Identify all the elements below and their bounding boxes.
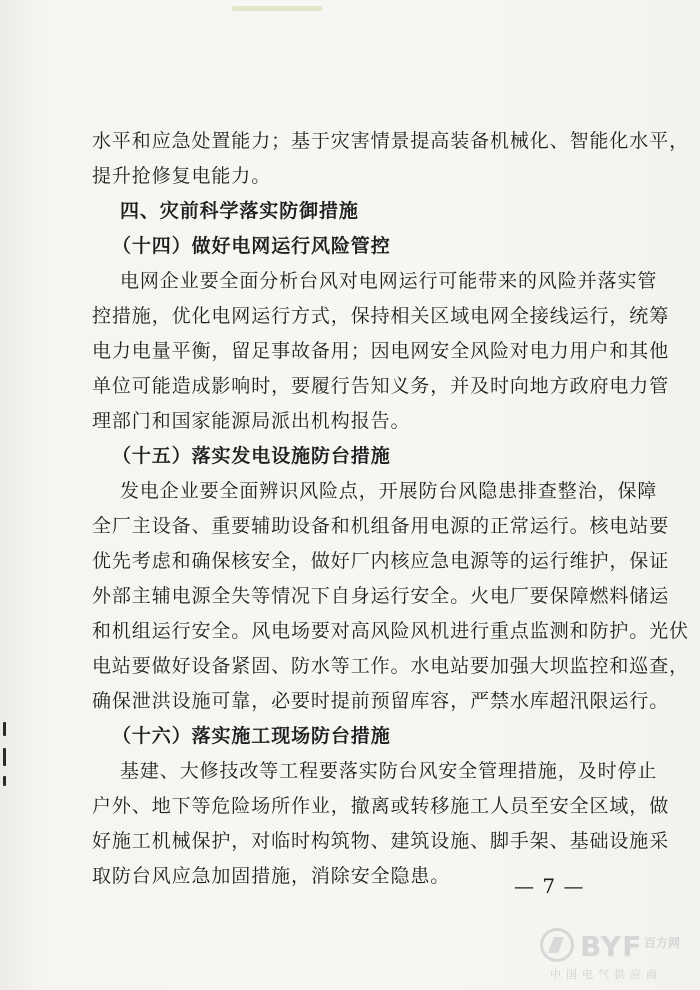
text-line: 确保泄洪设施可靠，必要时提前预留库容，严禁水库超汛限运行。 xyxy=(92,690,670,712)
text-line: 取防台风应急加固措施，消除安全隐患。 xyxy=(92,865,451,887)
logo-slogan: 中国电气供应商 xyxy=(550,968,662,981)
text-line: 电力电量平衡，留足事故备用；因电网安全风险对电力用户和其他 xyxy=(92,340,670,362)
binding-mark xyxy=(3,722,6,736)
text-line: 和机组运行安全。风电场要对高风险风机进行重点监测和防护。光伏 xyxy=(92,620,690,642)
text-line: 优先考虑和确保核安全，做好厂内核应急电源等的运行维护，保证 xyxy=(92,550,670,572)
text-line: 基建、大修技改等工程要落实防台风安全管理措施，及时停止 xyxy=(120,760,658,782)
text-line: 控措施，优化电网运行方式，保持相关区域电网全接线运行，统筹 xyxy=(92,305,670,327)
text-line: 外部主辅电源全失等情况下自身运行安全。火电厂要保障燃料储运 xyxy=(92,585,670,607)
text-line: 全厂主设备、重要辅助设备和机组备用电源的正常运行。核电站要 xyxy=(92,515,670,537)
watermark-logo xyxy=(540,928,690,984)
section-heading: 四、灾前科学落实防御措施 xyxy=(120,200,359,222)
binding-mark xyxy=(3,776,6,786)
text-line: 户外、地下等危险场所作业，撤离或转移施工人员至安全区域，做 xyxy=(92,795,670,817)
page-number: — 7 — xyxy=(514,874,585,898)
text-line: 电站要做好设备紧固、防水等工作。水电站要加强大坝监控和巡查， xyxy=(92,655,690,677)
text-line: 理部门和国家能源局派出机构报告。 xyxy=(92,410,411,432)
text-line: 水平和应急处置能力；基于灾害情景提高装备机械化、智能化水平， xyxy=(92,130,690,152)
logo-brand-cn: 百方网 xyxy=(644,936,681,950)
subsection-heading: （十六）落实施工现场防台措施 xyxy=(112,725,391,747)
text-line: 单位可能造成影响时，要履行告知义务，并及时向地方政府电力管 xyxy=(92,375,670,397)
text-line: 好施工机械保护，对临时构筑物、建筑设施、脚手架、基础设施采 xyxy=(92,830,670,852)
text-line: 提升抢修复电能力。 xyxy=(92,165,272,187)
logo-brand: BYF xyxy=(580,930,643,963)
subsection-heading: （十四）做好电网运行风险管控 xyxy=(112,235,391,257)
binding-mark xyxy=(3,748,6,766)
text-line: 电网企业要全面分析台风对电网运行可能带来的风险并落实管 xyxy=(120,270,658,292)
subsection-heading: （十五）落实发电设施防台措施 xyxy=(112,445,391,467)
text-line: 发电企业要全面辨识风险点，开展防台风隐患排查整治，保障 xyxy=(120,480,658,502)
logo-mark-icon xyxy=(540,928,574,962)
top-scan-mark xyxy=(232,6,322,11)
